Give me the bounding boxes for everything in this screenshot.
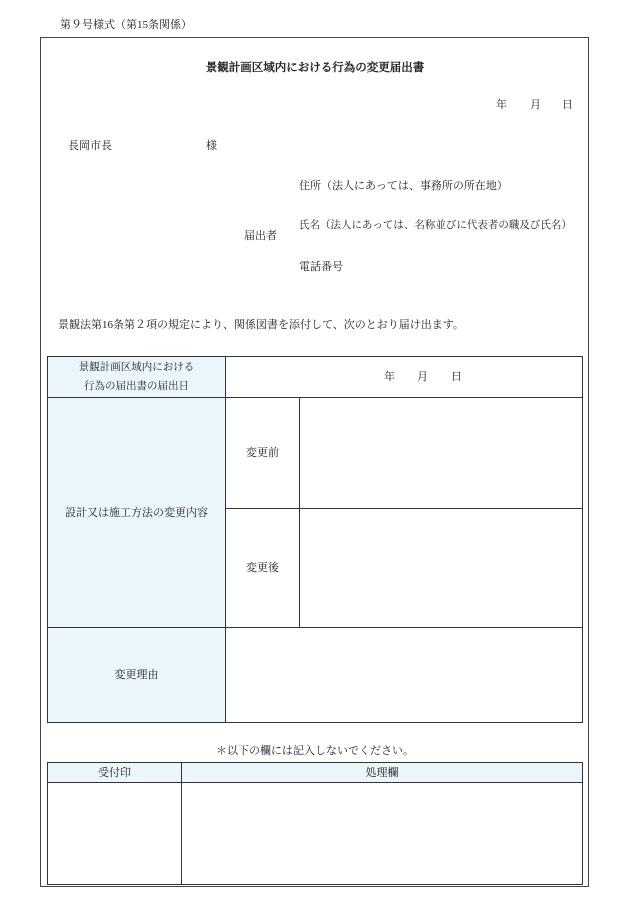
before-label-cell bbox=[225, 397, 300, 509]
declaration-statement: 景観法第16条第２項の規定により、関係図書を添付して、次のとおり届け出ます。 bbox=[58, 319, 464, 331]
before-label: 変更前 bbox=[246, 447, 279, 459]
applicant-phone-label: 電話番号 bbox=[299, 261, 343, 273]
reason-label-cell bbox=[47, 627, 226, 723]
date-year-label: 年 bbox=[496, 99, 507, 111]
office-use-note: ＊以下の欄には記入しないでください。 bbox=[216, 745, 414, 757]
addressee-name: 長岡市長 bbox=[68, 140, 112, 152]
processing-label: 処理欄 bbox=[365, 766, 399, 779]
applicant-label: 届出者 bbox=[244, 230, 277, 242]
addressee-honorific: 様 bbox=[206, 140, 217, 152]
receipt-stamp-header bbox=[47, 762, 182, 783]
reason-label: 変更理由 bbox=[114, 669, 159, 681]
receipt-stamp-field bbox=[47, 782, 182, 885]
filing-date-year-label: 年 bbox=[384, 371, 395, 383]
before-content-field[interactable] bbox=[299, 397, 583, 509]
filing-date-field[interactable] bbox=[225, 356, 583, 398]
date-month-label: 月 bbox=[530, 99, 541, 111]
processing-header bbox=[181, 762, 583, 783]
filing-date-label-cell bbox=[47, 356, 226, 398]
after-content-field[interactable] bbox=[299, 508, 583, 628]
receipt-stamp-label: 受付印 bbox=[98, 766, 131, 779]
form-number: 第９号様式（第15条関係） bbox=[60, 19, 192, 31]
reason-content-field[interactable] bbox=[225, 627, 583, 723]
processing-field bbox=[181, 782, 583, 885]
date-day-label: 日 bbox=[562, 99, 573, 111]
change-content-label: 設計又は施工方法の変更内容 bbox=[65, 506, 208, 519]
form-title: 景観計画区域内における行為の変更届出書 bbox=[205, 62, 425, 74]
applicant-address-label: 住所（法人にあっては、事務所の所在地） bbox=[299, 180, 508, 192]
filing-date-day-label: 日 bbox=[451, 371, 462, 383]
filing-date-label-line: 行為の届出書の届出日 bbox=[84, 381, 189, 392]
filing-date-label-line: 景観計画区域内における bbox=[78, 362, 195, 373]
office-use-table bbox=[47, 762, 583, 885]
change-table bbox=[47, 356, 583, 723]
after-label-cell bbox=[225, 508, 300, 628]
change-content-label-cell bbox=[47, 397, 226, 628]
applicant-name-label: 氏名（法人にあっては、名称並びに代表者の職及び氏名） bbox=[299, 220, 572, 231]
filing-date-month-label: 月 bbox=[417, 371, 428, 383]
after-label: 変更後 bbox=[246, 562, 279, 574]
